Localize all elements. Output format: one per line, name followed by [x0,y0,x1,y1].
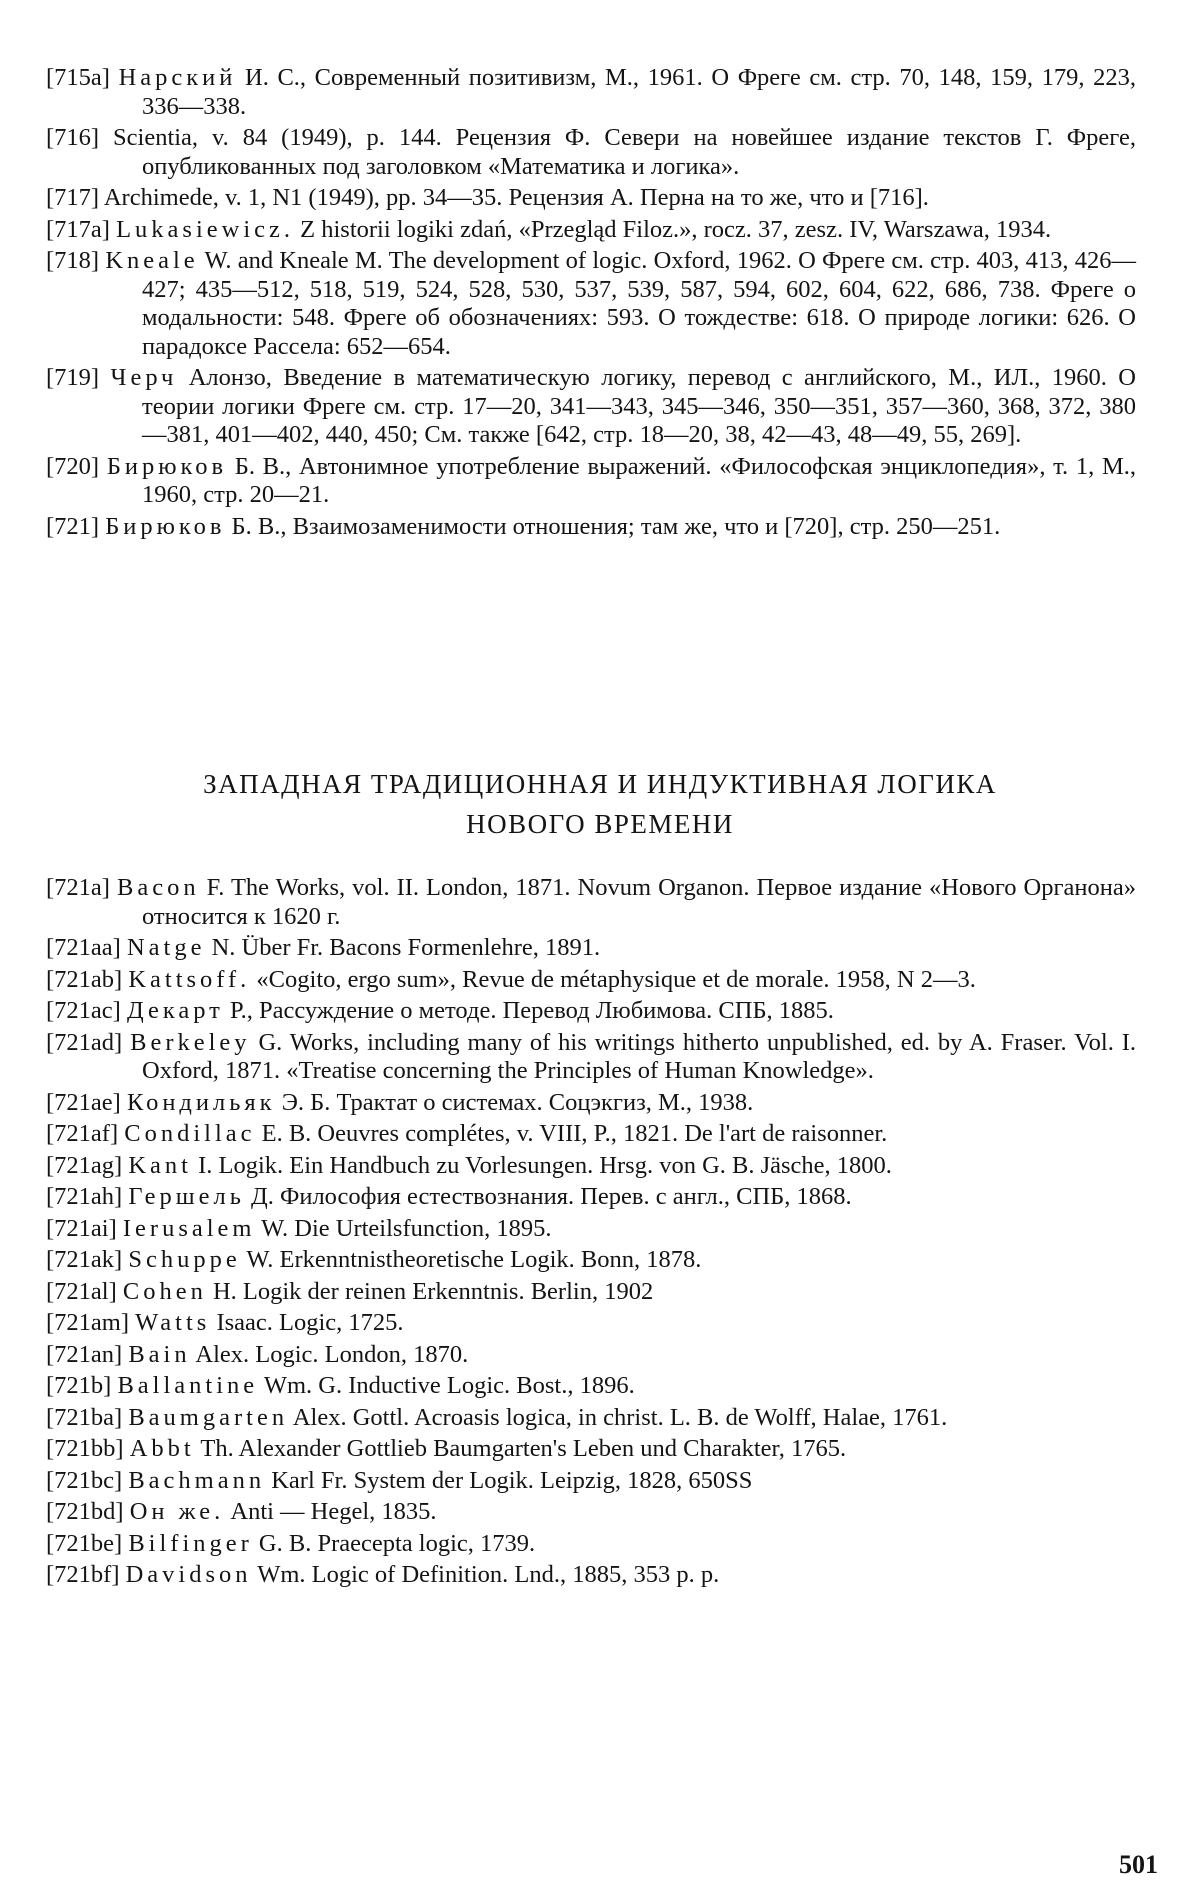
entry-author: Schuppe [128,1246,241,1273]
bibliography-entry [46,1467,1136,1496]
entry-text: Z historii logiki zdań, «Przegląd Filoz.», rocz. 37, zesz. IV, Warszawa, 1934. [294,215,1052,243]
entry-text: N. Über Fr. Bacons Formenlehre, 1891. [205,934,601,961]
entry-number: [721ac] [46,997,121,1024]
entry-author: Декарт [126,997,224,1024]
entry-number: [721b] [46,1372,112,1399]
entry-number: [721bf] [46,1561,120,1588]
entry-author: Abbt [129,1435,195,1462]
entry-number: [721ad] [46,1028,123,1056]
page-number: 501 [1119,1850,1158,1879]
entry-text: W. and Kneale M. The development of logic. Oxford, 1962. О Фреге см. стр. 403, 413, 426—427; 435—512, 518, 519, 524, 528, 530, 537, 539, 587, 594, 602, 604, 622, 686, 738. Фреге о модальности: 548. Фреге об обозначениях: 593. О тождестве: 618. О природе логики: 626. О парадоксе Рассела: 652—654. [142,247,1137,360]
entry-text: Д. Философия естествознания. Перев. с англ., СПБ, 1868. [244,1183,852,1210]
entry-number: [721ag] [46,1151,123,1179]
entry-author: Natge [126,934,206,961]
entry-author: Кондильяк [126,1088,276,1116]
bibliography-entry [46,1435,1136,1464]
bibliography-entry [46,874,1136,931]
bibliography-entry [46,453,1136,510]
entry-author: Kant [128,1151,192,1179]
entry-number: [717] [46,184,100,211]
entry-number: [721a] [46,874,110,901]
entry-author: Berkeley [130,1028,251,1056]
entry-number: [721] [46,512,100,540]
entry-number: [721ai] [46,1214,117,1242]
bibliography-entry [46,124,1136,181]
bibliography-entry [46,1152,1136,1181]
entry-author: Нарский [118,64,237,91]
entry-number: [720] [46,452,100,480]
bibliography-entry [46,64,1136,121]
entry-author: Ballantine [117,1372,259,1399]
entry-number: [721bb] [46,1435,124,1462]
entry-text: Alex. Gottl. Acroasis logica, in christ. L. B. de Wolff, Halae, 1761. [288,1403,948,1431]
bibliography-entry [46,216,1136,245]
entry-text: Karl Fr. System der Logik. Leipzig, 1828, 650SS [265,1466,753,1494]
entry-author: Он же. [129,1498,225,1525]
entry-text: Anti — Hegel, 1835. [224,1498,437,1525]
bibliography-entry [46,513,1136,542]
entry-author: Гершель [128,1183,245,1210]
entry-author: Kneale [105,247,199,274]
bibliography-entry [46,1341,1136,1370]
entry-text: И. С., Современный позитивизм, М., 1961. О Фреге см. стр. 70, 148, 159, 179, 223, 336—338. [142,64,1136,120]
bibliography-entry [46,1372,1136,1401]
entry-number: [721be] [46,1529,123,1557]
bibliography-entry [46,1120,1136,1149]
bibliography-entry [46,1246,1136,1275]
bibliography-entry [46,1183,1136,1212]
entry-text: W. Erkenntnistheoretische Logik. Bonn, 1878. [240,1246,702,1273]
entry-number: [721ae] [46,1088,121,1116]
section-heading-line-2: НОВОГО ВРЕМЕНИ [466,809,734,839]
bibliography-entry [46,1498,1136,1527]
entry-author: Bilfinger [128,1529,253,1557]
entry-number: [716] [46,124,100,151]
entry-author: Watts [135,1309,211,1336]
section-heading [60,764,1140,844]
section-heading-line-1: ЗАПАДНАЯ ТРАДИЦИОННАЯ И ИНДУКТИВНАЯ ЛОГИКА [203,769,997,799]
bibliography-entry [46,997,1136,1026]
entry-text: Scientia, v. 84 (1949), p. 144. Рецензия Ф. Севери на новейшее издание текстов Г. Фреге, опубликованных под заголовком «Математика и логика». [113,124,1136,180]
bibliography-entry [46,1561,1136,1590]
entry-number: [721bd] [46,1498,124,1525]
entry-text: Archimede, v. 1, N1 (1949), pp. 34—35. Рецензия А. Перна на то же, что и [716]. [103,184,929,211]
entry-text: Б. В., Взаимозаменимости отношения; там же, что и [720], стр. 250—251. [225,512,1001,540]
entry-author: Черч [110,364,178,391]
entry-author: Бирюков [105,512,226,540]
entry-number: [717a] [46,215,110,243]
entry-text: G. Works, including many of his writings hitherto unpublished, ed. by A. Fraser. Vol. I. Oxford, 1871. «Treatise concerning the Principles of Human Knowledge». [142,1028,1137,1084]
entry-text: Алонзо, Введение в математическую логику, перевод с английского, М., ИЛ., 1960. О теории логики Фреге см. стр. 17—20, 341—343, 345—346, 350—351, 357—360, 368, 372, 380—381, 401—402, 440, 450; См. также [642, стр. 18—20, 38, 42—43, 48—49, 55, 269]. [142,364,1136,448]
entry-text: W. Die Urteilsfunction, 1895. [255,1214,552,1242]
entry-number: [721ba] [46,1403,123,1431]
entry-author: Bacon [116,874,200,901]
entry-number: [721ak] [46,1246,123,1273]
entry-text: G. B. Praecepta logic, 1739. [252,1529,536,1557]
bibliography-entry [46,247,1136,361]
entry-number: [721af] [46,1120,119,1147]
bibliography-entry [46,966,1136,995]
entry-text: Б. В., Автонимное употребление выражений. «Философская энциклопедия», т. 1, М., 1960, стр. 20—21. [142,452,1137,508]
bibliography-entry [46,1404,1136,1433]
bibliography-entry [46,1215,1136,1244]
entry-number: [719] [46,364,100,391]
entry-text: Э. Б. Трактат о системах. Соцэкгиз, М., 1938. [275,1088,754,1116]
bibliography-entry [46,1309,1136,1338]
entry-number: [721ah] [46,1183,123,1210]
entry-number: [721bc] [46,1466,123,1494]
entry-number: [721al] [46,1277,117,1305]
entry-author: Kattsoff. [128,965,251,993]
entry-text: Р., Рассуждение о методе. Перевод Любимова. СПБ, 1885. [223,997,834,1024]
entry-author: Baumgarten [128,1403,289,1431]
entry-number: [721ab] [46,965,123,993]
bibliography-entry [46,1530,1136,1559]
entry-number: [721an] [46,1340,123,1368]
entry-text: Th. Alexander Gottlieb Baumgarten's Leben und Charakter, 1765. [194,1435,847,1462]
entry-number: [715a] [46,64,110,91]
bibliography-entry [46,934,1136,963]
entry-author: Bachmann [128,1466,266,1494]
entry-author: Cohen [122,1277,207,1305]
bibliography-entry [46,1029,1136,1086]
bibliography-entry [46,1089,1136,1118]
entry-text: Wm. G. Inductive Logic. Bost., 1896. [258,1372,635,1399]
entry-author: Бирюков [106,452,228,480]
entry-author: Condillac [124,1120,256,1147]
entry-author: Lukasiewicz. [116,215,295,243]
entry-number: [721am] [46,1309,129,1336]
entry-text: I. Logik. Ein Handbuch zu Vorlesungen. Hrsg. von G. B. Jäsche, 1800. [191,1151,892,1179]
bibliography-list-bottom [46,874,1136,1593]
entry-author: Ierusalem [122,1214,256,1242]
bibliography-entry [46,364,1136,450]
entry-text: H. Logik der reinen Erkenntnis. Berlin, 1902 [206,1277,654,1305]
entry-author: Bain [128,1340,191,1368]
entry-text: «Cogito, ergo sum», Revue de métaphysique et de morale. 1958, N 2—3. [250,965,976,993]
entry-text: Alex. Logic. London, 1870. [190,1340,469,1368]
bibliography-entry [46,1278,1136,1307]
bibliography-list-top [46,64,1136,544]
entry-number: [718] [46,247,100,274]
entry-text: Wm. Logic of Definition. Lnd., 1885, 353 p. p. [251,1561,720,1588]
entry-text: F. The Works, vol. II. London, 1871. Novum Organon. Первое издание «Нового Органона» относится к 1620 г. [142,874,1136,930]
entry-text: Isaac. Logic, 1725. [210,1309,404,1336]
entry-author: Davidson [125,1561,252,1588]
entry-number: [721aa] [46,934,121,961]
entry-text: E. B. Oeuvres complétes, v. VIII, P., 1821. De l'art de raisonner. [255,1120,888,1147]
bibliography-entry [46,184,1136,213]
